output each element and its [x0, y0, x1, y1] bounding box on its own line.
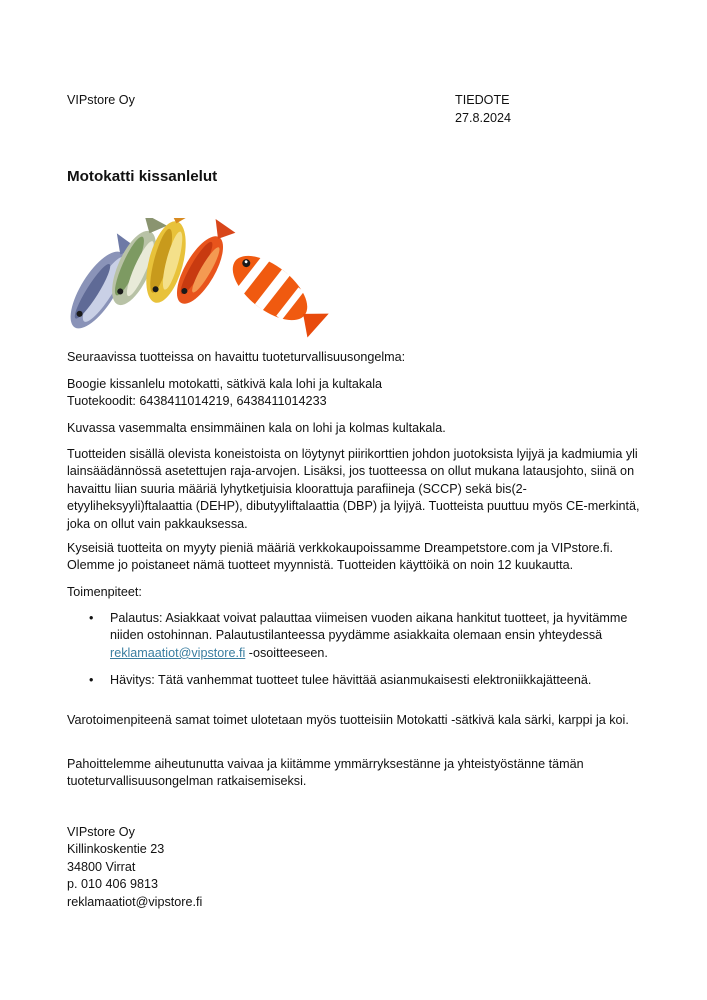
- list-item-disposal: [67, 672, 647, 689]
- footer-city: 34800 Virrat: [67, 859, 136, 874]
- product-name: Boogie kissanlelu motokatti, sätkivä kala lohi ja kultakala: [67, 377, 383, 391]
- bullet-icon: •: [89, 611, 94, 625]
- header-date: 27.8.2024: [455, 111, 512, 125]
- actions-heading: Toimenpiteet:: [67, 585, 142, 599]
- return-suffix: -osoitteeseen.: [245, 645, 328, 660]
- footer-phone: p. 010 406 9813: [67, 877, 159, 892]
- header-company: VIPstore Oy: [67, 93, 135, 107]
- footer-contact: [67, 824, 202, 911]
- footer-email: reklamaatiot@vipstore.fi: [67, 894, 203, 909]
- apology-paragraph: Pahoittelemme aiheutunutta vaivaa ja kiitämme ymmärryksestänne ja yhteistyöstänne tämän tuoteturvallisuusongelman ratkaisemiseksi.: [67, 757, 584, 789]
- header-doc-type: TIEDOTE: [455, 93, 510, 107]
- page-title: Motokatti kissanlelut: [67, 168, 218, 185]
- footer-street: Killinkoskentie 23: [67, 842, 165, 857]
- product-info: [67, 376, 647, 411]
- disposal-text: Hävitys: Tätä vanhemmat tuotteet tulee hävittää asianmukaisesti elektroniikkajätteenä.: [110, 673, 592, 688]
- bullet-icon: •: [89, 673, 94, 688]
- return-text: Palautus: Asiakkaat voivat palauttaa viimeisen vuoden aikana hankitut tuotteet, ja hyvitämme niiden ostohinnan. Palautustilanteessa pyydämme asiakkaita olemaan ensin yhteydessä: [110, 611, 628, 643]
- precaution-paragraph: Varotoimenpiteenä samat toimet ulotetaan myös tuotteisiin Motokatti -sätkivä kala särki, karppi ja koi.: [67, 713, 629, 727]
- clownfish-toy: [222, 244, 333, 342]
- sales-paragraph: Kyseisiä tuotteita on myyty pieniä määriä verkkokaupoissamme Dreampetstore.com ja VIPstore.fi. Olemme jo poistaneet nämä tuotteet myynnistä. Tuotteiden käyttöikä on noin 12 kuukautta.: [67, 541, 613, 573]
- findings-paragraph: Tuotteiden sisällä olevista koneistoista on löytynyt piirikorttien johdon juotoksista lyijyä ja kadmiumia yli lainsäädännössä asetettujen raja-arvojen. Lisäksi, jos tuotteessa on ollut mukana latausjohto, siinä on havaittu liian suuria määriä lyhytketjuisia kloorattuja parafiineja (SCCP) sekä bis(2-etyyliheksyyli)ftalaattia (DEHP), dibutyyliftalaattia (DBP) ja lyijyä. Tuotteista puuttuu myös CE-merkintä, joka on ollut vain pakkauksessa.: [67, 447, 640, 531]
- email-link[interactable]: reklamaatiot@vipstore.fi: [110, 645, 246, 660]
- list-item-return: [67, 610, 647, 662]
- image-caption: Kuvassa vasemmalta ensimmäinen kala on lohi ja kolmas kultakala.: [67, 421, 446, 435]
- fish-toys-image: [64, 218, 336, 342]
- footer-company: VIPstore Oy: [67, 825, 135, 839]
- actions-list: [67, 610, 647, 700]
- product-codes: Tuotekoodit: 6438411014219, 6438411014233: [67, 394, 327, 409]
- intro-paragraph: Seuraavissa tuotteissa on havaittu tuoteturvallisuusongelma:: [67, 350, 406, 364]
